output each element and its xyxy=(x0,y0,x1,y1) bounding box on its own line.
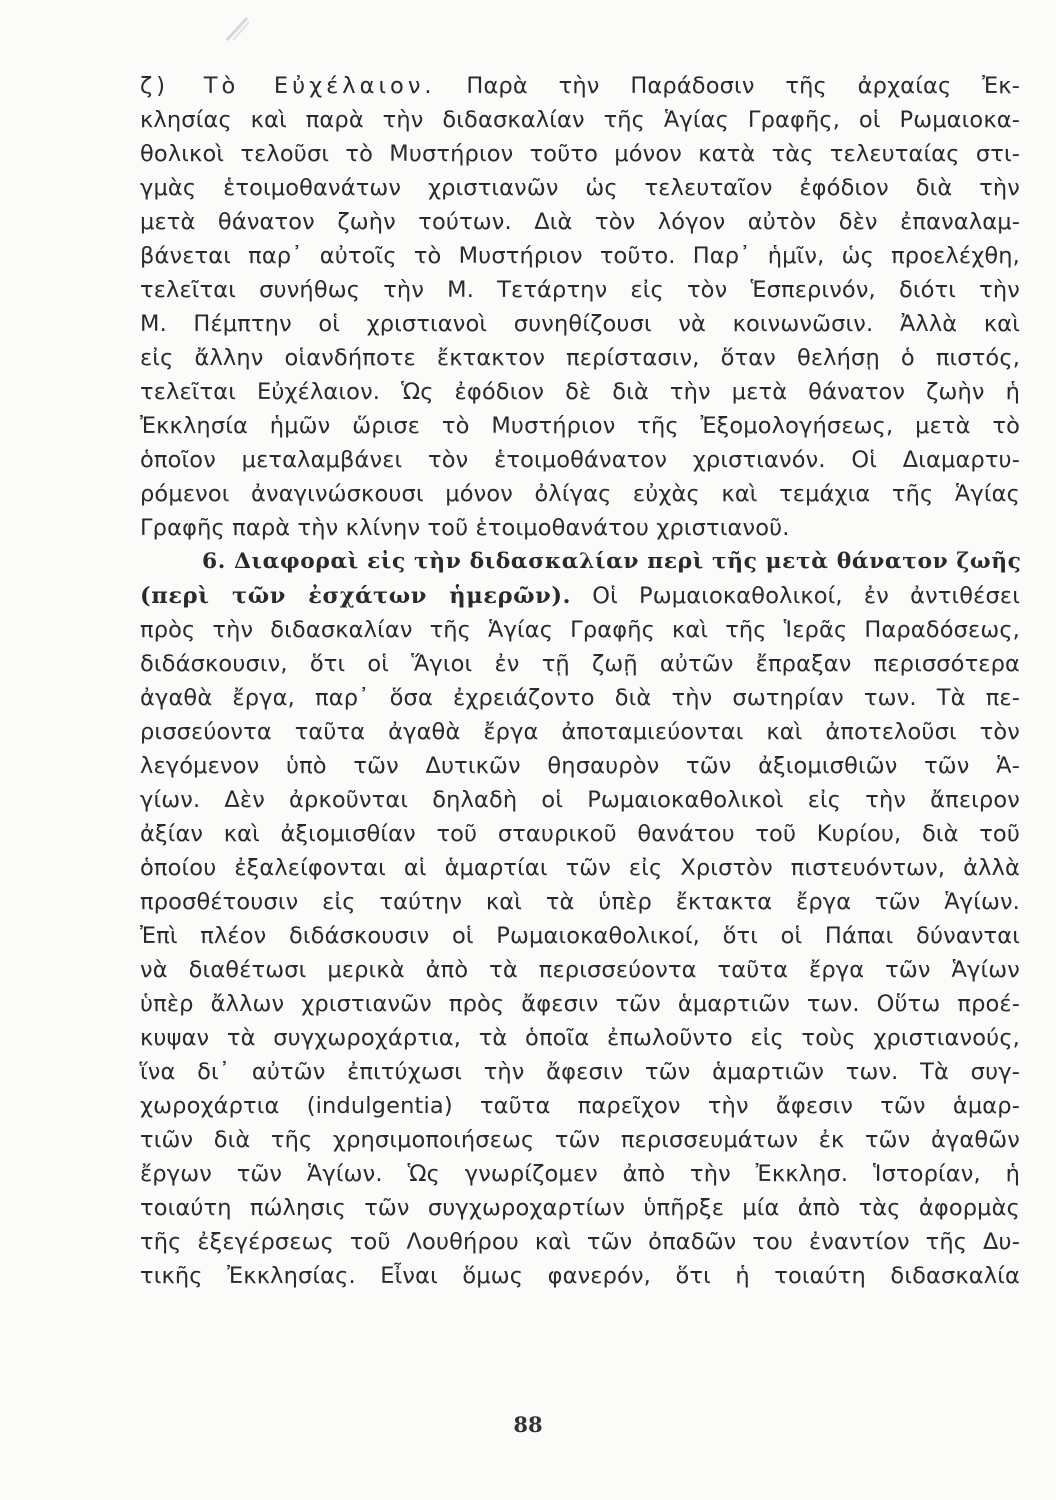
section-heading-6-cont: (περὶ τῶν ἐσχάτων ἡμερῶν). xyxy=(140,583,572,609)
text-line: λεγόμενον ὑπὸ τῶν Δυτικῶν θησαυρὸν τῶν ἀξιομισθιῶν τῶν Ἁ- xyxy=(140,753,1020,779)
text-line: ὁποῖον μεταλαμβάνει τὸν ἑτοιμοθάνατον χριστιανόν. Οἱ Διαμαρτυ- xyxy=(140,447,1020,473)
text-line: νὰ διαθέτωσι μερικὰ ἀπὸ τὰ περισσεύοντα ταῦτα ἔργα τῶν Ἁγίων xyxy=(140,957,1020,983)
text-line: τικῆς Ἐκκλησίας. Εἶναι ὅμως φανερόν, ὅτι ἡ τοιαύτη διδασκαλία xyxy=(140,1263,1020,1289)
text-line: ἀγαθὰ ἔργα, παρ᾽ ὅσα ἐχρειάζοντο διὰ τὴν σωτηρίαν των. Τὰ πε- xyxy=(140,685,1020,711)
page-number: 88 xyxy=(513,1412,543,1437)
text-line: μετὰ θάνατον ζωὴν τούτων. Διὰ τὸν λόγον αὐτὸν δὲν ἐπαναλαμ- xyxy=(140,209,1020,235)
section-heading-6: 6. Διαφοραὶ εἰς τὴν διδασκαλίαν περὶ τῆς μετὰ θάνατον ζωῆς xyxy=(202,549,1022,574)
text-line: ὁποίου ἐξαλείφονται αἱ ἁμαρτίαι τῶν εἰς Χριστὸν πιστευόντων, ἀλλὰ xyxy=(140,855,1020,881)
text-line: τιῶν διὰ τῆς χρησιμοποιήσεως τῶν περισσευμάτων ἐκ τῶν ἀγαθῶν xyxy=(140,1127,1020,1153)
text-line: πρὸς τὴν διδασκαλίαν τῆς Ἁγίας Γραφῆς καὶ τῆς Ἱερᾶς Παραδόσεως, xyxy=(140,617,1020,643)
text-line: ρόμενοι ἀναγινώσκουσι μόνον ὀλίγας εὐχὰς καὶ τεμάχια τῆς Ἁγίας xyxy=(140,481,1020,507)
text-line: ζ) Τὸ Εὐχέλαιον. Παρὰ τὴν Παράδοσιν τῆς ἀρχαίας Ἐκ- xyxy=(140,73,1020,99)
corner-smudge xyxy=(225,14,251,42)
text-line: Ἐκκλησία ἡμῶν ὥρισε τὸ Μυστήριον τῆς Ἐξομολογήσεως, μετὰ τὸ xyxy=(140,413,1020,439)
text-line: Γραφῆς παρὰ τὴν κλίνην τοῦ ἑτοιμοθανάτου χριστιανοῦ. xyxy=(140,515,790,541)
text-line: ἵνα δι᾽ αὐτῶν ἐπιτύχωσι τὴν ἄφεσιν τῶν ἁμαρτιῶν των. Τὰ συγ- xyxy=(140,1059,1020,1085)
text-line: προσθέτουσιν εἰς ταύτην καὶ τὰ ὑπὲρ ἔκτακτα ἔργα τῶν Ἁγίων. xyxy=(140,889,1020,915)
text-line: ἔργων τῶν Ἁγίων. Ὡς γνωρίζομεν ἀπὸ τὴν Ἐκκλησ. Ἱστορίαν, ἡ xyxy=(140,1161,1020,1187)
text-line: χωροχάρτια (indulgentia) ταῦτα παρεῖχον τὴν ἄφεσιν τῶν ἁμαρ- xyxy=(140,1093,1020,1119)
text-line: γμὰς ἑτοιμοθανάτων χριστιανῶν ὡς τελευταῖον ἐφόδιον διὰ τὴν xyxy=(140,175,1020,201)
text-line: ἀξίαν καὶ ἀξιομισθίαν τοῦ σταυρικοῦ θανάτου τοῦ Κυρίου, διὰ τοῦ xyxy=(140,821,1020,847)
text-line: ὑπὲρ ἄλλων χριστιανῶν πρὸς ἄφεσιν τῶν ἁμαρτιῶν των. Οὕτω προέ- xyxy=(140,991,1020,1017)
text-line: κυψαν τὰ συγχωροχάρτια, τὰ ὁποῖα ἐπωλοῦντο εἰς τοὺς χριστιανούς, xyxy=(140,1025,1020,1051)
text-line: γίων. Δὲν ἀρκοῦνται δηλαδὴ οἱ Ρωμαιοκαθολικοὶ εἰς τὴν ἄπειρον xyxy=(140,787,1020,813)
text-line: τελεῖται Εὐχέλαιον. Ὡς ἐφόδιον δὲ διὰ τὴν μετὰ θάνατον ζωὴν ἡ xyxy=(140,379,1020,405)
text-line: τελεῖται συνήθως τὴν Μ. Τετάρτην εἰς τὸν Ἑσπερινόν, διότι τὴν xyxy=(140,277,1020,303)
text-line: θολικοὶ τελοῦσι τὸ Μυστήριον τοῦτο μόνον κατὰ τὰς τελευταίας στι- xyxy=(140,141,1020,167)
text-line: ρισσεύοντα ταῦτα ἀγαθὰ ἔργα ἀποταμιεύονται καὶ ἀποτελοῦσι τὸν xyxy=(140,719,1020,745)
text-line: Ἐπὶ πλέον διδάσκουσιν οἱ Ρωμαιοκαθολικοί, ὅτι οἱ Πάπαι δύνανται xyxy=(140,923,1020,949)
section-heading-zeta: ζ) Τὸ Εὐχέλαιον. xyxy=(140,73,436,99)
text-line: (περὶ τῶν ἐσχάτων ἡμερῶν). Οἱ Ρωμαιοκαθολικοί, ἐν ἀντιθέσει xyxy=(140,583,1020,609)
text-line: τῆς ἐξεγέρσεως τοῦ Λουθήρου καὶ τῶν ὀπαδῶν του ἐναντίον τῆς Δυ- xyxy=(140,1229,1020,1255)
text-line: Μ. Πέμπτην οἱ χριστιανοὶ συνηθίζουσι νὰ κοινωνῶσιν. Ἀλλὰ καὶ xyxy=(140,311,1020,337)
text-line: τοιαύτη πώλησις τῶν συγχωροχαρτίων ὑπῆρξε μία ἀπὸ τὰς ἀφορμὰς xyxy=(140,1195,1020,1221)
text-line: κλησίας καὶ παρὰ τὴν διδασκαλίαν τῆς Ἁγίας Γραφῆς, οἱ Ρωμαιοκα- xyxy=(140,107,1020,133)
text-line: εἰς ἄλλην οἱανδήποτε ἔκτακτον περίστασιν, ὅταν θελήσῃ ὁ πιστός, xyxy=(140,345,1020,371)
text-line: διδάσκουσιν, ὅτι οἱ Ἅγιοι ἐν τῇ ζωῇ αὐτῶν ἔπραξαν περισσότερα xyxy=(140,651,1020,677)
text-line: βάνεται παρ᾽ αὐτοῖς τὸ Μυστήριον τοῦτο. Παρ᾽ ἡμῖν, ὡς προελέχθη, xyxy=(140,243,1020,269)
